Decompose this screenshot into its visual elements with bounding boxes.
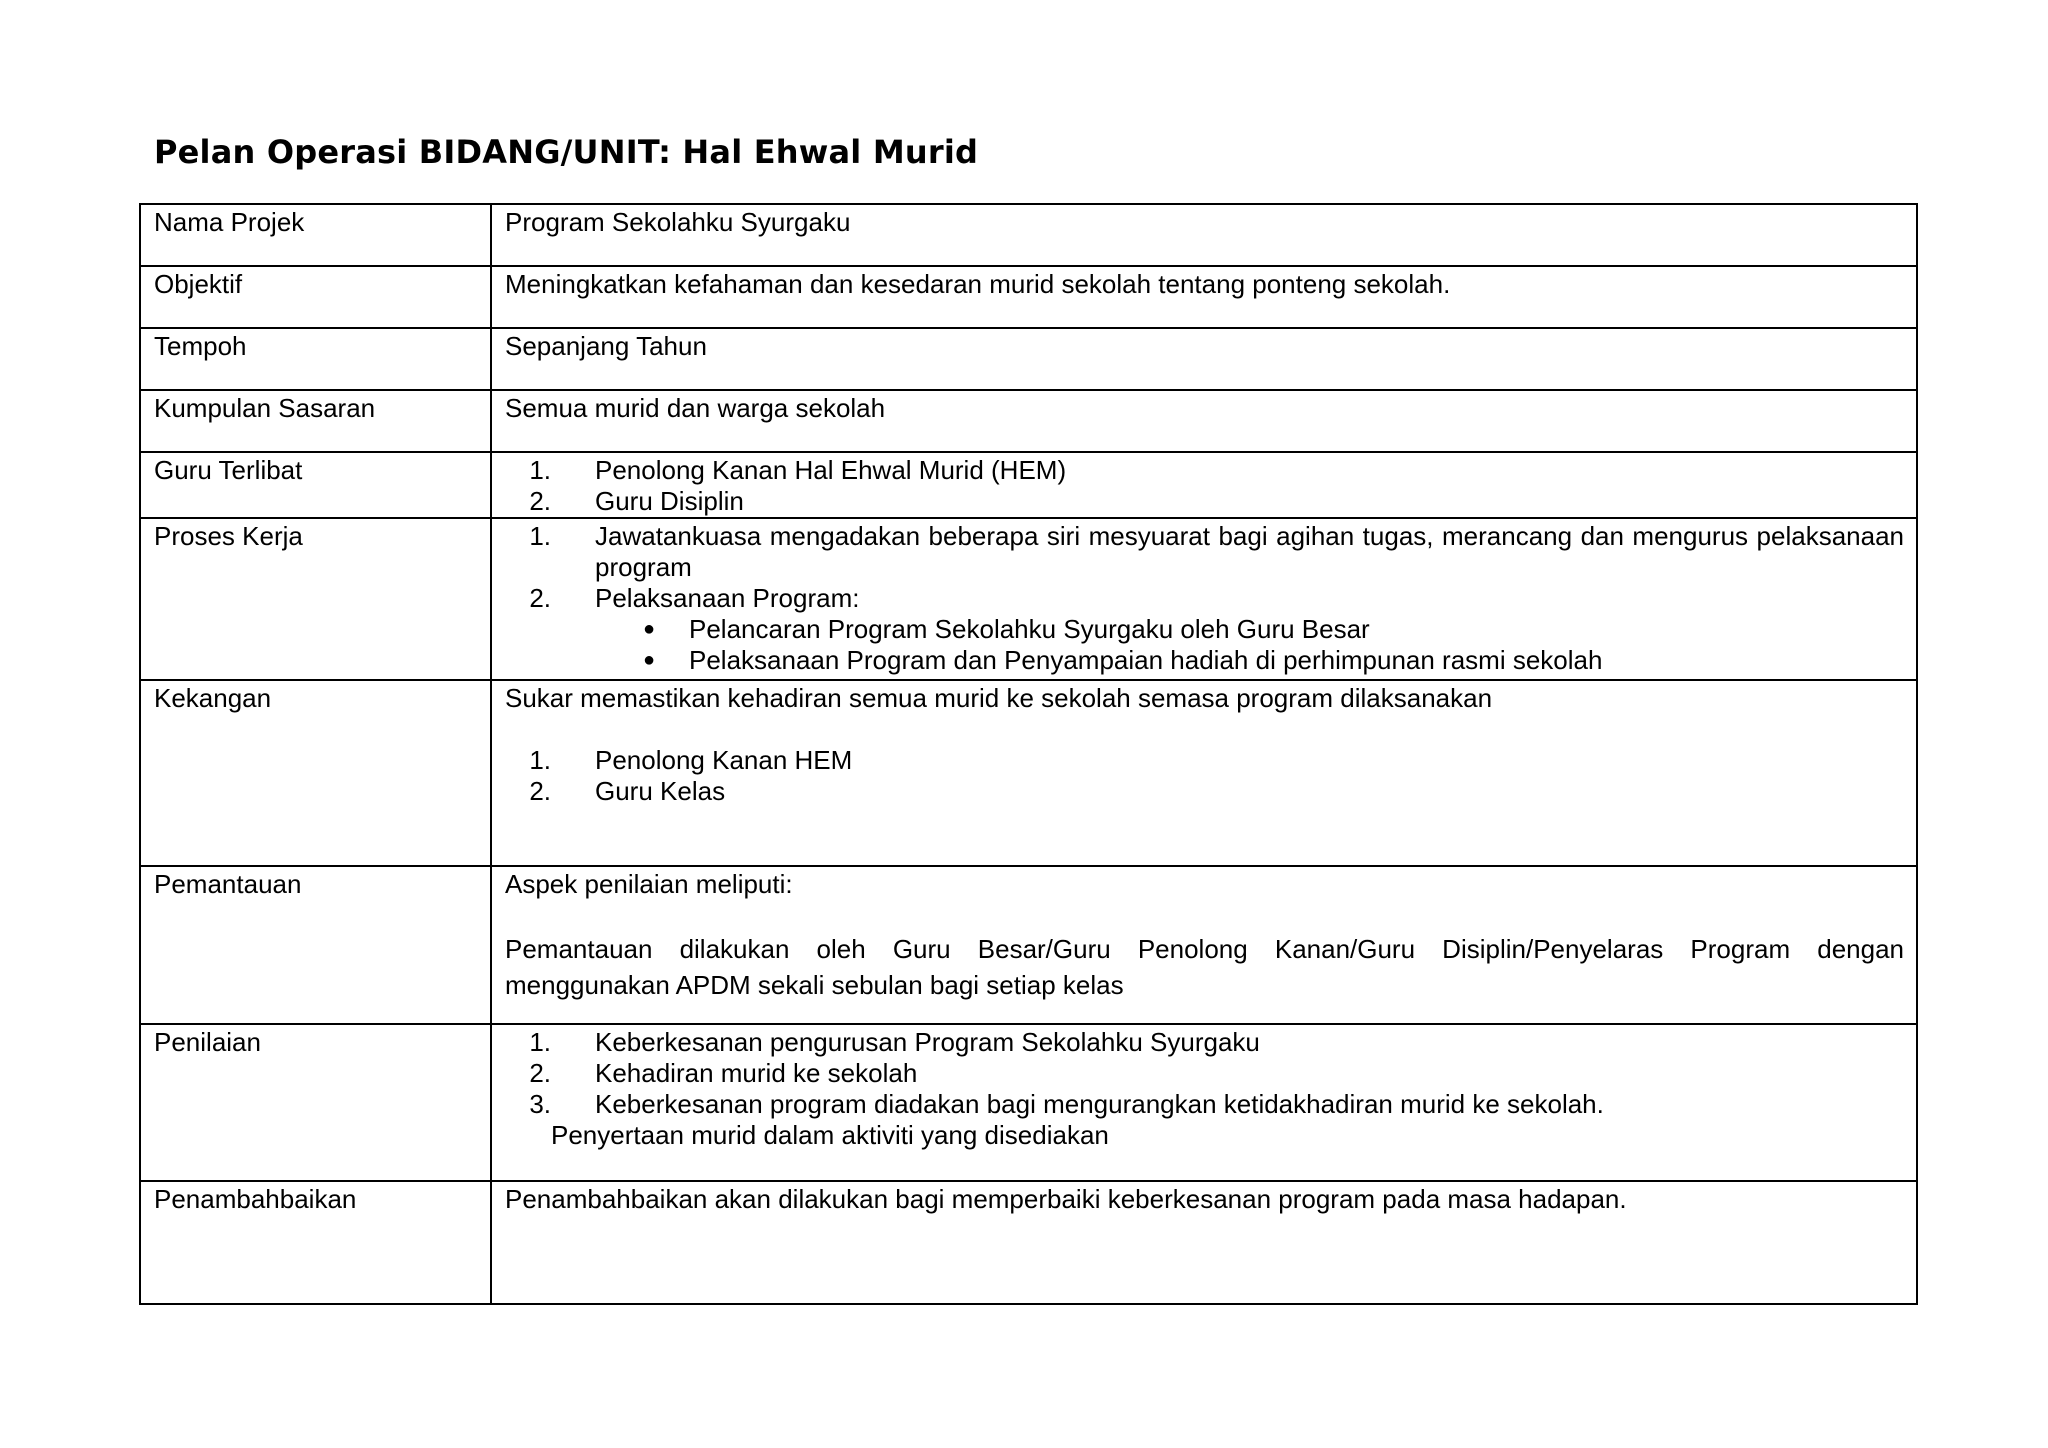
row-label: Penambahbaikan xyxy=(140,1181,491,1304)
list-number: 1. xyxy=(529,1027,551,1057)
row-label: Nama Projek xyxy=(140,204,491,266)
spacer xyxy=(505,900,1904,931)
row-value xyxy=(491,452,1917,518)
table-row-objektif xyxy=(140,266,1917,328)
bullet-item xyxy=(505,645,1904,676)
table-row-guru-terlibat xyxy=(140,452,1917,518)
list-text: Keberkesanan program diadakan bagi mengurangkan ketidakhadiran murid ke sekolah. xyxy=(595,1089,1604,1119)
list-text: Penolong Kanan Hal Ehwal Murid (HEM) xyxy=(595,455,1067,485)
numbered-list xyxy=(505,455,1904,517)
list-number: 2. xyxy=(529,1058,551,1088)
list-item xyxy=(507,486,1904,517)
bullet-icon: ● xyxy=(643,649,656,671)
list-item xyxy=(507,1027,1904,1058)
row-label: Pemantauan xyxy=(140,866,491,1024)
list-number: 1. xyxy=(529,745,551,775)
bullet-item xyxy=(505,614,1904,645)
list-item xyxy=(507,1089,1904,1120)
row-label: Objektif xyxy=(140,266,491,328)
row-intro-text: Sukar memastikan kehadiran semua murid ke sekolah semasa program dilaksanakan xyxy=(505,683,1493,713)
list-text: Penolong Kanan HEM xyxy=(595,745,853,775)
list-number: 3. xyxy=(529,1089,551,1119)
row-intro-text: Aspek penilaian meliputi: xyxy=(505,869,793,899)
bullet-text: Pelaksanaan Program dan Penyampaian hadiah di perhimpunan rasmi sekolah xyxy=(689,645,1603,675)
row-value xyxy=(491,680,1917,866)
table-row-kekangan xyxy=(140,680,1917,866)
list-number: 2. xyxy=(529,486,551,516)
row-value: Meningkatkan kefahaman dan kesedaran murid sekolah tentang ponteng sekolah. xyxy=(491,266,1917,328)
page-title: Pelan Operasi BIDANG/UNIT: Hal Ehwal Murid xyxy=(154,133,979,171)
numbered-list xyxy=(505,521,1904,614)
body-text-line: menggunakan APDM sekali sebulan bagi setiap kelas xyxy=(505,970,1124,1000)
list-text: Guru Kelas xyxy=(595,776,726,806)
list-text: Guru Disiplin xyxy=(595,486,744,516)
row-label: Proses Kerja xyxy=(140,518,491,680)
bullet-list xyxy=(505,614,1904,676)
table-row-penilaian xyxy=(140,1024,1917,1181)
numbered-list xyxy=(505,745,1904,807)
list-number: 2. xyxy=(529,583,551,613)
row-value: Program Sekolahku Syurgaku xyxy=(491,204,1917,266)
list-text: Pelaksanaan Program: xyxy=(595,583,860,613)
list-text: Jawatankuasa mengadakan beberapa siri mesyuarat bagi agihan tugas, merancang dan mengurus pelaksanaan program xyxy=(595,521,1904,582)
table-row-kumpulan-sasaran xyxy=(140,390,1917,452)
list-item xyxy=(507,521,1904,583)
row-value xyxy=(491,866,1917,1024)
table-row-tempoh xyxy=(140,328,1917,390)
bullet-icon: ● xyxy=(643,618,656,640)
operation-plan-table xyxy=(139,203,1918,1305)
body-text-line: Pemantauan dilakukan oleh Guru Besar/Guru Penolong Kanan/Guru Disiplin/Penyelaras Program dengan xyxy=(505,934,1904,964)
table-row-pemantauan xyxy=(140,866,1917,1024)
list-number: 1. xyxy=(529,521,551,551)
list-item xyxy=(507,1058,1904,1089)
list-item xyxy=(507,776,1904,807)
table-row-penambahbaikan xyxy=(140,1181,1917,1304)
spacer xyxy=(505,714,1904,745)
table-row-nama-projek xyxy=(140,204,1917,266)
numbered-list xyxy=(505,1027,1904,1120)
list-number: 1. xyxy=(529,455,551,485)
list-item xyxy=(507,745,1904,776)
row-value: Semua murid dan warga sekolah xyxy=(491,390,1917,452)
bullet-text: Pelancaran Program Sekolahku Syurgaku oleh Guru Besar xyxy=(689,614,1370,644)
list-item xyxy=(507,455,1904,486)
row-label: Guru Terlibat xyxy=(140,452,491,518)
list-text: Keberkesanan pengurusan Program Sekolahku Syurgaku xyxy=(595,1027,1260,1057)
row-value xyxy=(491,1024,1917,1181)
row-value: Sepanjang Tahun xyxy=(491,328,1917,390)
row-value: Penambahbaikan akan dilakukan bagi memperbaiki keberkesanan program pada masa hadapan. xyxy=(491,1181,1917,1304)
row-label: Tempoh xyxy=(140,328,491,390)
list-text: Kehadiran murid ke sekolah xyxy=(595,1058,918,1088)
row-label: Kumpulan Sasaran xyxy=(140,390,491,452)
row-label: Kekangan xyxy=(140,680,491,866)
row-value xyxy=(491,518,1917,680)
table-row-proses-kerja xyxy=(140,518,1917,680)
list-number: 2. xyxy=(529,776,551,806)
list-item xyxy=(507,583,1904,614)
extra-text: Penyertaan murid dalam aktiviti yang disediakan xyxy=(551,1120,1109,1150)
row-label: Penilaian xyxy=(140,1024,491,1181)
